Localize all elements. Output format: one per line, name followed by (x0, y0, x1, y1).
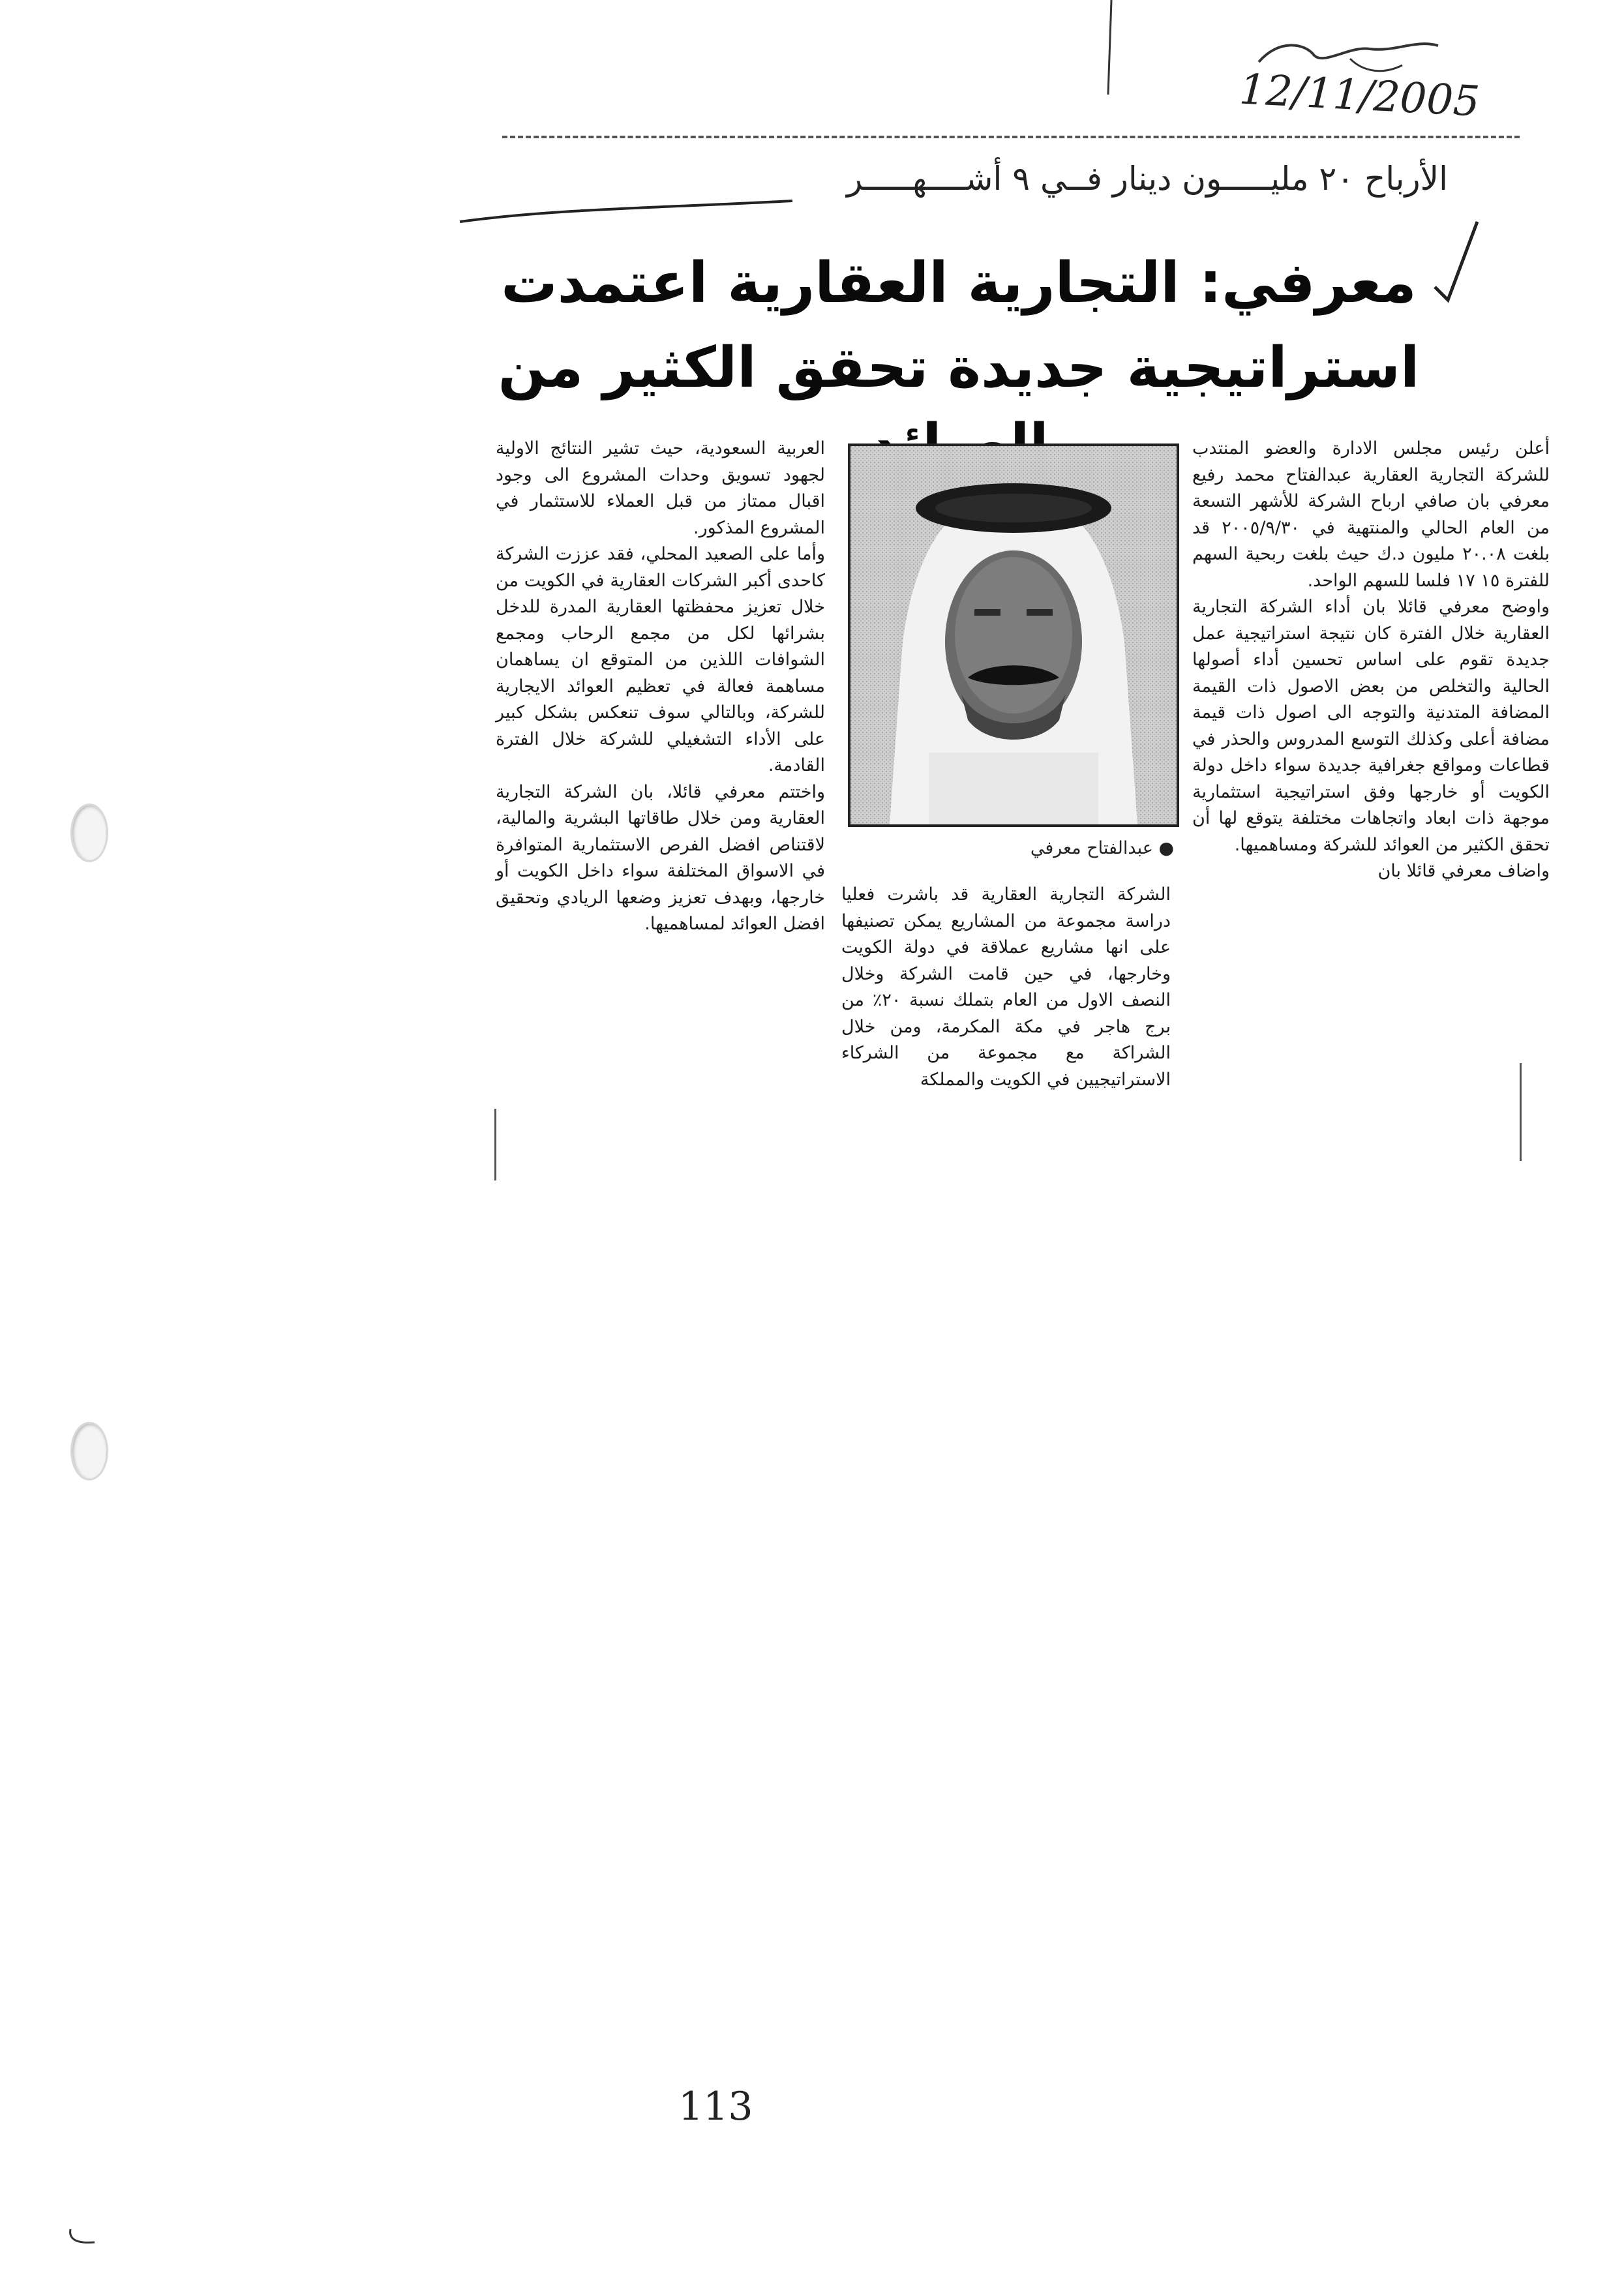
portrait-image (850, 446, 1177, 824)
corner-pen-mark (65, 2224, 104, 2250)
pen-check-mark (1428, 215, 1487, 307)
caption-text: عبدالفتاح معرفي (1030, 838, 1153, 858)
clipping-top-rule (502, 136, 1520, 138)
handwritten-page-number: 113 (678, 2084, 753, 2129)
clipping-edge-right (1520, 1063, 1522, 1161)
article-column-right (1192, 436, 1550, 1186)
column-right-text: أعلن رئيس مجلس الادارة والعضو المنتدب للشركة التجارية العقارية عبدالفتاح محمد رفيع معرفي بان صافي ارباح الشركة للأشهر التسعة من العام الحالي والمنتهية في ٢٠٠٥/٩/٣٠ قد بلغت ٢٠.٠٨ مليون د.ك حيث بلغت ربحية السهم للفترة ١٥ ١٧ فلسا للسهم الواحد. واوضح معرفي قائلا بان أداء الشركة التجارية العقارية خلال الفترة كان نتيجة استراتيجية عمل جديدة تقوم على اساس تحسين أداء أصولها الحالية والتخلص من بعض الاصول ذات القيمة المضافة المتدنية والتوجه الى اصول ذات قيمة مضافة أعلى وكذلك التوسع المدروس والحذر في قطاعات ومواقع جغرافية جديدة سواء داخل دولة الكويت أو خارجها وفق استراتيجية استثمارية موجهة ذات ابعاد واتجاهات مختلفة يتوقع لها أن تحقق الكثير من العوائد للشركة ومساهميها. واضاف معرفي قائلا بان (1192, 438, 1550, 881)
photo-caption (848, 838, 1174, 858)
handwritten-date: 12/11/2005 (1238, 65, 1481, 127)
portrait-photo (848, 443, 1179, 827)
pen-mark-vertical (1107, 0, 1112, 95)
article-headline-line1: معرفي: التجارية العقارية اعتمدت (501, 250, 1417, 316)
article-column-middle (841, 882, 1171, 1182)
article-headline-line2: استراتيجية جديدة تحقق الكثير من (498, 335, 1420, 400)
caption-bullet-icon: ● (1158, 838, 1174, 858)
punch-hole-bottom (70, 1422, 108, 1480)
pen-underline (457, 196, 796, 235)
clipping-edge-left (494, 1109, 496, 1180)
column-left-text: العربية السعودية، حيث تشير النتائج الاولية لجهود تسويق وحدات المشروع الى وجود اقبال ممتاز من قبل العملاء للاستثمار في المشروع المذكور. وأما على الصعيد المحلي، فقد عززت الشركة كاحدى أكبر الشركات العقارية في الكويت من خلال تعزيز محفظتها العقارية المدرة للدخل بشرائها لكل من مجمع الرحاب ومجمع الشوافات اللذين من المتوقع ان يساهمان مساهمة فعالة في تعظيم العوائد الايجارية للشركة، وبالتالي سوف تنعكس بشكل كبير على الأداء التشغيلي للشركة خلال الفترة القادمة. واختتم معرفي قائلا، بان الشركة التجارية العقارية ومن خلال طاقاتها البشرية والمالية، لاقتناص افضل الفرص الاستثمارية المتوافرة في الاسواق المختلفة سواء داخل الكويت أو خارجها، وبهدف تعزيز وضعها الريادي وتحقيق افضل العوائد لمساهميها. (496, 438, 825, 934)
article-kicker: الأرباح ٢٠ مليـــــون دينار فــي ٩ أشــــهـــــر (847, 160, 1448, 198)
article-column-left (496, 436, 825, 1186)
punch-hole-top (70, 804, 108, 862)
column-middle-text: الشركة التجارية العقارية قد باشرت فعليا دراسة مجموعة من المشاريع يمكن تصنيفها على انها مشاريع عملاقة في دولة الكويت وخارجها، في حين قامت الشركة وخلال النصف الاول من العام بتملك نسبة ٢٠٪ من برج هاجر في مكة المكرمة، ومن خلال الشراكة مع مجموعة من الشركاء الاستراتيجيين في الكويت والمملكة (841, 884, 1171, 1090)
